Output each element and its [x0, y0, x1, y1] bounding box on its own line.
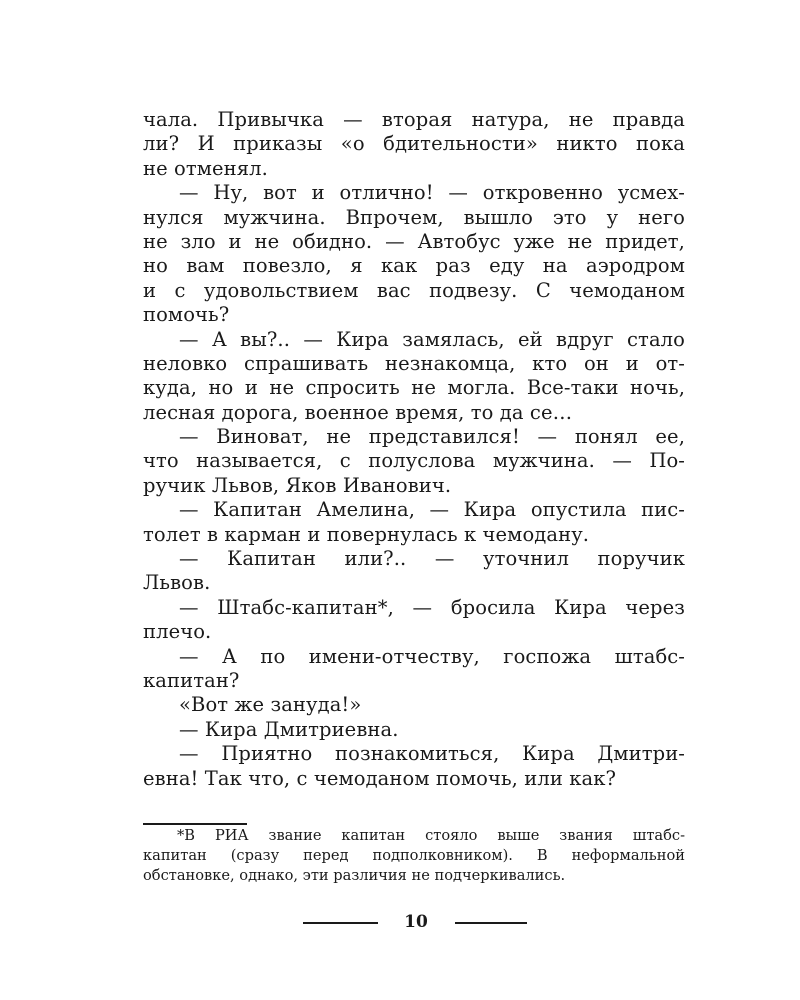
text-line: ручик Львов, Яков Иванович.: [143, 473, 452, 497]
text-line: Львов.: [143, 571, 211, 595]
footnote-line: обстановке, однако, эти различия не подчеркивались.: [143, 867, 566, 884]
text-line: толет в карман и повернулась к чемодану.: [143, 522, 590, 546]
text-line: — Виноват, не представился! — понял ее,: [179, 425, 685, 449]
page-number-rule-right: [455, 922, 527, 924]
text-line: — А вы?.. — Кира замялась, ей вдруг стало: [179, 327, 685, 351]
text-line: куда, но и не спросить не могла. Все-таки ночь,: [143, 376, 685, 400]
text-line: лесная дорога, военное время, то да се…: [143, 400, 573, 424]
text-line: и с удовольствием вас подвезу. С чемоданом: [143, 278, 685, 302]
footnote: [143, 826, 685, 886]
text-line: неловко спрашивать незнакомца, кто он и от-: [143, 351, 685, 375]
text-line: — Приятно познакомиться, Кира Дмитри-: [179, 742, 685, 766]
text-line: что называется, с полуслова мужчина. — По-: [143, 449, 685, 473]
text-line: не отменял.: [143, 156, 268, 180]
text-line: ли? И приказы «о бдительности» никто пока: [143, 132, 685, 156]
text-line: — А по имени-отчеству, госпожа штабс-: [179, 644, 685, 668]
text-line: плечо.: [143, 620, 212, 644]
text-line: — Ну, вот и отлично! — откровенно усмех-: [179, 181, 685, 205]
text-line: — Кира Дмитриевна.: [179, 717, 399, 741]
text-line: нулся мужчина. Впрочем, вышло это у него: [143, 205, 685, 229]
text-line: чала. Привычка — вторая натура, не правда: [143, 108, 685, 131]
text-line: — Капитан Амелина, — Кира опустила пис-: [179, 498, 685, 522]
text-line: капитан?: [143, 668, 240, 692]
text-line: — Штабс-капитан*, — бросила Кира через: [179, 595, 685, 619]
text-line: не зло и не обидно. — Автобус уже не придет,: [143, 229, 685, 253]
text-line: евна! Так что, с чемоданом помочь, или как?: [143, 766, 617, 790]
text-line: помочь?: [143, 303, 230, 327]
page-footer: [0, 910, 800, 934]
text-line: но вам повезло, я как раз еду на аэродром: [143, 254, 685, 278]
page-number-rule-left: [303, 922, 378, 924]
footnote-divider: [143, 823, 247, 825]
page-number: 10: [404, 912, 428, 932]
text-line: — Капитан или?.. — уточнил поручик: [179, 547, 685, 571]
body-text: [143, 108, 685, 791]
footnote-line: капитан (сразу перед подполковником). В неформальной: [143, 847, 685, 864]
footnote-line: *В РИА звание капитан стояло выше звания штабс-: [177, 827, 685, 844]
text-line: «Вот же зануда!»: [179, 693, 362, 717]
